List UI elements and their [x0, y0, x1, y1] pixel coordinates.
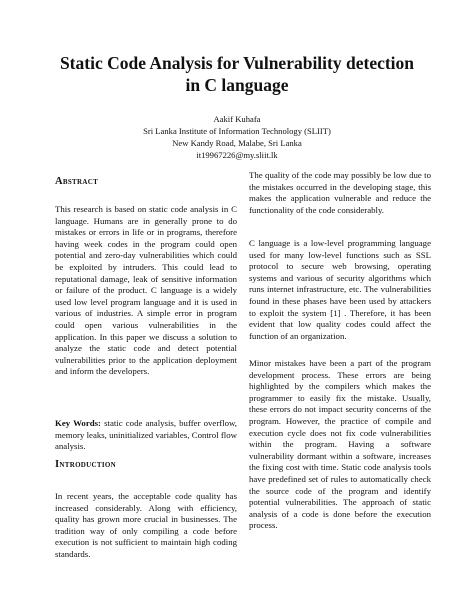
keywords-label: Key Words:	[55, 418, 101, 428]
keywords-text: static code analysis, buffer overflow, memory leaks, uninitialized variables, Control flow analysis.	[55, 418, 237, 452]
keywords-paragraph	[55, 418, 237, 453]
abstract-heading: Abstract	[55, 176, 99, 187]
title-line-1: Static Code Analysis for Vulnerability detection	[59, 53, 415, 73]
title-line-2: in C language	[185, 75, 289, 95]
author-block	[100, 113, 374, 161]
right-paragraph-3: Minor mistakes have been a part of the program development process. These errors are being highlighted by the compilers which makes the programmer to easily fix the mistake. Usually, these errors do not impact security concerns of the program. However, the practice of compile and execution cycle does not fix code vulnerabilities within the program. Having a software vulnerability dormant within a software, increases the fixing cost with time. Static code analysis tools have predefined set of rules to automatically check the source code of the program and identify potential vulnerabilities. The approach of static analysis of a code is done before the execution process.	[249, 358, 431, 531]
author-name: Aakif Kuhafa	[213, 114, 261, 124]
introduction-heading: Introduction	[55, 459, 116, 470]
introduction-text: In recent years, the acceptable code quality has increased considerably. Along with efficiency, quality has grown more crucial in businesses. The tradition way of only compiling a code before execution is not sufficient to maintain high coding standards.	[55, 491, 237, 559]
author-address: New Kandy Road, Malabe, Sri Lanka	[172, 138, 302, 148]
right-paragraph-2: C language is a low-level programming language used for many low-level functions such as SSL protocol to secure web browsing, operating systems and various of security algorithms which runs internet infrastructure, etc. The vulnerabilities found in these phases have been used by attackers to exploit the system [1] . Therefore, it has been evident that low quality codes could affect the function of an organization.	[249, 238, 431, 341]
right-paragraph-1: The quality of the code may possibly be low due to the mistakes occurred in the developing stage, this makes the application vulnerable and reduce the functionality of the code considerably.	[249, 170, 431, 215]
abstract-text: This research is based on static code analysis in C language. Humans are in generally prone to do mistakes or errors in life or in programs, therefore having week codes in the program could open potential and zero-day vulnerabilities which could be exploited by intruders. This could lead to reputational damage, leak of sensitive information or failure of the product. C language is a widely used low level program language and it is used in various of industries. A simple error in program could open various vulnerabilities in the application. In this paper we discuss a solution to analyze the static code and detect potential vulnerabilities prior to the application deployment and inform the developers.	[55, 204, 237, 377]
author-email: it19967226@my.sliit.lk	[196, 150, 278, 160]
paper-title	[40, 52, 434, 96]
author-affiliation: Sri Lanka Institute of Information Technology (SLIIT)	[143, 126, 331, 136]
